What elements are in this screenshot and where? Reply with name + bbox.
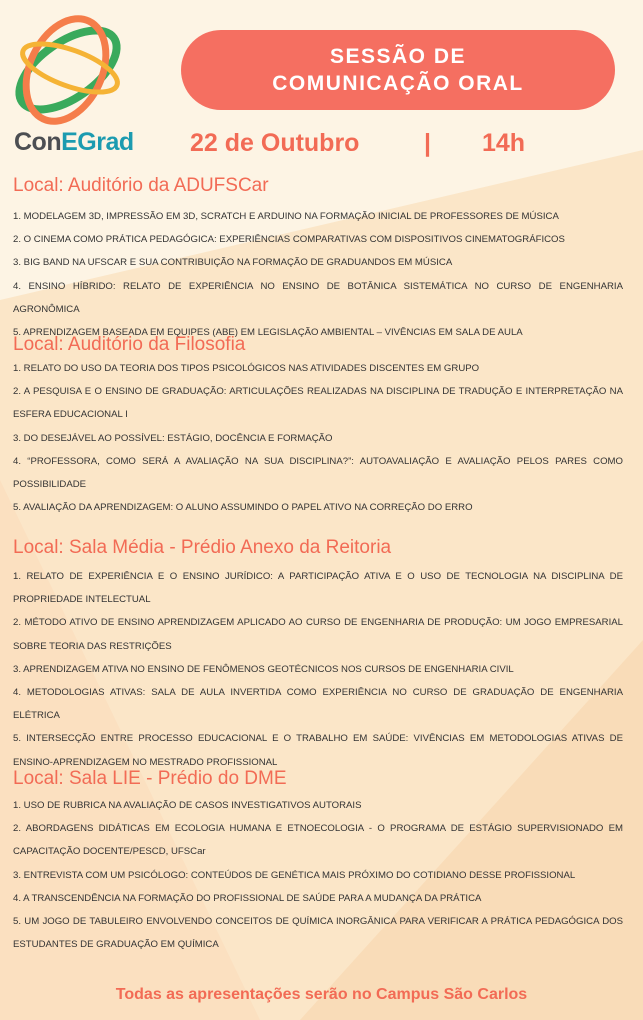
list-item: 1. RELATO DE EXPERIÊNCIA E O ENSINO JURÍDICO: A PARTICIPAÇÃO ATIVA E O USO DE TECNOLOGIA NA DISCIPLINA DE PROPRIEDADE INTELECTUAL [13,571,623,606]
list-item: 3. BIG BAND NA UFSCAR E SUA CONTRIBUIÇÃO NA FORMAÇÃO DE GRADUANDOS EM MÚSICA [13,257,453,269]
list-item: 3. APRENDIZAGEM ATIVA NO ENSINO DE FENÔMENOS GEOTÉCNICOS NOS CURSOS DE ENGENHARIA CIVIL [13,663,514,675]
list-item: 2. O CINEMA COMO PRÁTICA PEDAGÓGICA: EXPERIÊNCIAS COMPARATIVAS COM DISPOSITIVOS CINEMATOGRÁFICOS [13,234,565,246]
section-list-filosofia [13,357,623,519]
footer-note: Todas as apresentações serão no Campus São Carlos [115,986,528,1003]
list-item: 3. ENTREVISTA COM UM PSICÓLOGO: CONTEÚDOS DE GENÉTICA MAIS PRÓXIMO DO COTIDIANO DESSE PROFISSIONAL [13,869,576,881]
list-item: 1. USO DE RUBRICA NA AVALIAÇÃO DE CASOS INVESTIGATIVOS AUTORAIS [13,800,362,811]
list-item: 5. INTERSECÇÃO ENTRE PROCESSO EDUCACIONAL E O TRABALHO EM SAÚDE: VIVÊNCIAS EM METODOLOGIAS ATIVAS DE ENSINO-APRENDIZAGEM NO MESTRADO PROFISSIONAL [13,733,623,768]
list-item: 1. MODELAGEM 3D, IMPRESSÃO EM 3D, SCRATCH E ARDUINO NA FORMAÇÃO INICIAL DE PROFESSORES DE MÚSICA [13,211,559,222]
section-list-sala-media [13,565,623,774]
event-date: 22 de Outubro [190,129,360,157]
list-item: 4. A TRANSCENDÊNCIA NA FORMAÇÃO DO PROFISSIONAL DE SAÚDE PARA A MUDANÇA DA PRÁTICA [13,892,482,904]
list-item: 2. A PESQUISA E O ENSINO DE GRADUAÇÃO: ARTICULAÇÕES REALIZADAS NA DISCIPLINA DE TRADUÇÃO E INTERPRETAÇÃO NA ESFERA EDUCACIONAL I [13,386,623,421]
conegrad-logo [6,8,136,163]
list-item: 4. “PROFESSORA, COMO SERÁ A AVALIAÇÃO NA SUA DISCIPLINA?”: AUTOAVALIAÇÃO E AVALIAÇÃO PELOS PARES COMO POSSIBILIDADE [13,455,623,491]
list-item: 2. MÉTODO ATIVO DE ENSINO APRENDIZAGEM APLICADO AO CURSO DE ENGENHARIA DE PRODUÇÃO: UM JOGO EMPRESARIAL SOBRE TEORIA DAS RESTRIÇÕES [13,617,623,652]
list-item: 1. RELATO DO USO DA TEORIA DOS TIPOS PSICOLÓGICOS NAS ATIVIDADES DISCENTES EM GRUPO [13,363,480,374]
date-separator: | [424,129,431,157]
logo-rings-icon [6,8,136,130]
list-item: 5. AVALIAÇÃO DA APRENDIZAGEM: O ALUNO ASSUMINDO O PAPEL ATIVO NA CORREÇÃO DO ERRO [13,502,473,514]
section-list-adufscar [13,205,623,344]
section-title-filosofia: Local: Auditório da Filosofia [13,334,246,355]
banner-line-2: COMUNICAÇÃO ORAL [272,72,524,95]
section-title-sala-lie: Local: Sala LIE - Prédio do DME [13,768,287,789]
brand-highlight: EGrad [61,128,134,156]
session-banner [181,30,615,110]
section-title-adufscar: Local: Auditório da ADUFSCar [13,175,269,196]
list-item: 3. DO DESEJÁVEL AO POSSÍVEL: ESTÁGIO, DOCÊNCIA E FORMAÇÃO [13,432,333,444]
list-item: 2. ABORDAGENS DIDÁTICAS EM ECOLOGIA HUMANA E ETNOECOLOGIA - O PROGRAMA DE ESTÁGIO SUPERVISIONADO EM CAPACITAÇÃO DOCENTE/PESCD, UFSCar [13,823,623,858]
section-list-sala-lie [13,794,623,956]
section-title-sala-media: Local: Sala Média - Prédio Anexo da Reitoria [13,537,392,558]
list-item: 4. METODOLOGIAS ATIVAS: SALA DE AULA INVERTIDA COMO EXPERIÊNCIA NO CURSO DE GRADUAÇÃO DE ENGENHARIA ELÉTRICA [13,687,623,722]
banner-line-1: SESSÃO DE [329,45,467,68]
list-item: 5. UM JOGO DE TABULEIRO ENVOLVENDO CONCEITOS DE QUÍMICA INORGÂNICA PARA VERIFICAR A PRÁTICA PEDAGÓGICA DOS ESTUDANTES DE GRADUAÇÃO EM QUÍMICA [13,916,623,951]
date-time-line [190,129,526,158]
brand-prefix: Con [14,128,62,156]
event-time: 14h [482,129,526,157]
list-item: 4. ENSINO HÍBRIDO: RELATO DE EXPERIÊNCIA NO ENSINO DE BOTÂNICA SISTEMÁTICA NO CURSO DE ENGENHARIA AGRONÔMICA [13,280,623,315]
list-item: 5. APRENDIZAGEM BASEADA EM EQUIPES (ABE) EM LEGISLAÇÃO AMBIENTAL – VIVÊNCIAS EM SALA DE AULA [13,327,523,339]
